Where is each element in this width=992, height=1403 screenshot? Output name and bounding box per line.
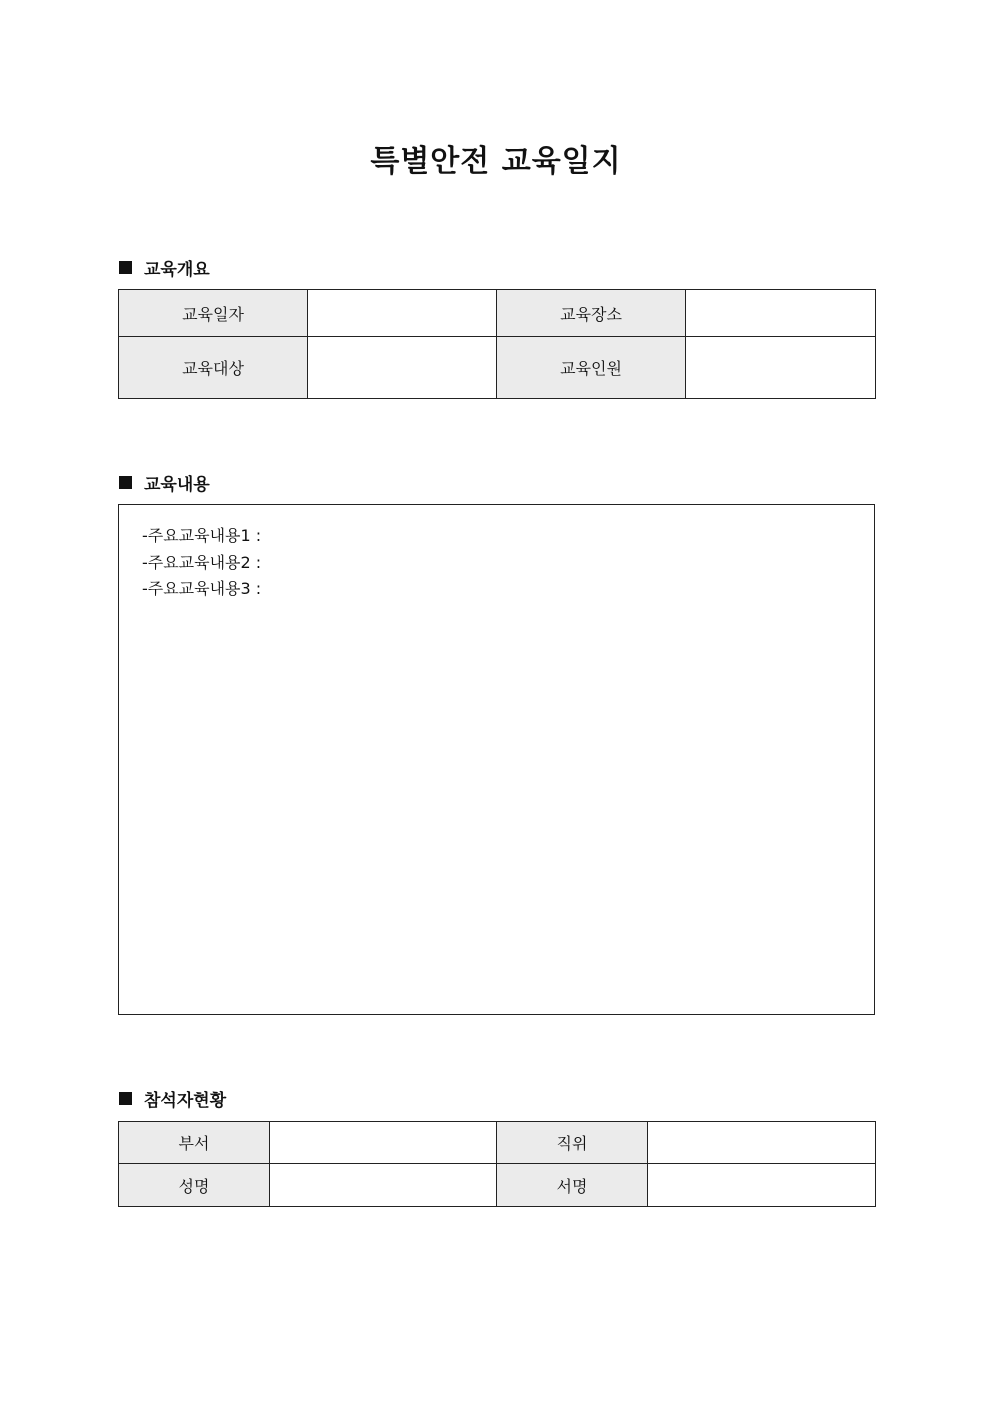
name-label: 성명 <box>119 1164 270 1207</box>
education-content-box[interactable] <box>118 504 875 1015</box>
section-heading-content <box>119 470 210 495</box>
attendees-table <box>118 1121 876 1207</box>
education-place-field[interactable] <box>686 290 876 337</box>
table-row <box>119 1122 876 1164</box>
page-title: 특별안전 교육일지 <box>370 144 622 179</box>
department-field[interactable] <box>270 1122 497 1164</box>
signature-field[interactable] <box>648 1164 876 1207</box>
section-heading-label: 교육개요 <box>144 260 210 280</box>
list-item: -주요교육내용3 : <box>142 579 262 598</box>
section-heading-label: 교육내용 <box>144 475 210 495</box>
square-bullet-icon <box>119 261 132 274</box>
education-place-label: 교육장소 <box>497 290 686 337</box>
list-item: -주요교육내용2 : <box>142 552 262 572</box>
table-row <box>119 290 876 337</box>
content-list <box>119 505 874 603</box>
position-field[interactable] <box>648 1122 876 1164</box>
education-date-field[interactable] <box>308 290 497 337</box>
education-date-label: 교육일자 <box>119 290 308 337</box>
square-bullet-icon <box>119 1092 132 1105</box>
position-label: 직위 <box>497 1122 648 1164</box>
section-heading-label: 참석자현황 <box>144 1091 227 1111</box>
square-bullet-icon <box>119 476 132 489</box>
name-field[interactable] <box>270 1164 497 1207</box>
education-target-label: 교육대상 <box>119 337 308 399</box>
department-label: 부서 <box>119 1122 270 1164</box>
overview-table <box>118 289 876 399</box>
table-row <box>119 1164 876 1207</box>
education-headcount-label: 교육인원 <box>497 337 686 399</box>
signature-label: 서명 <box>497 1164 648 1207</box>
section-heading-attendees <box>119 1086 226 1111</box>
education-target-field[interactable] <box>308 337 497 399</box>
table-row <box>119 337 876 399</box>
education-headcount-field[interactable] <box>686 337 876 399</box>
section-heading-overview <box>119 255 210 280</box>
list-item: -주요교육내용1 : <box>142 526 262 545</box>
